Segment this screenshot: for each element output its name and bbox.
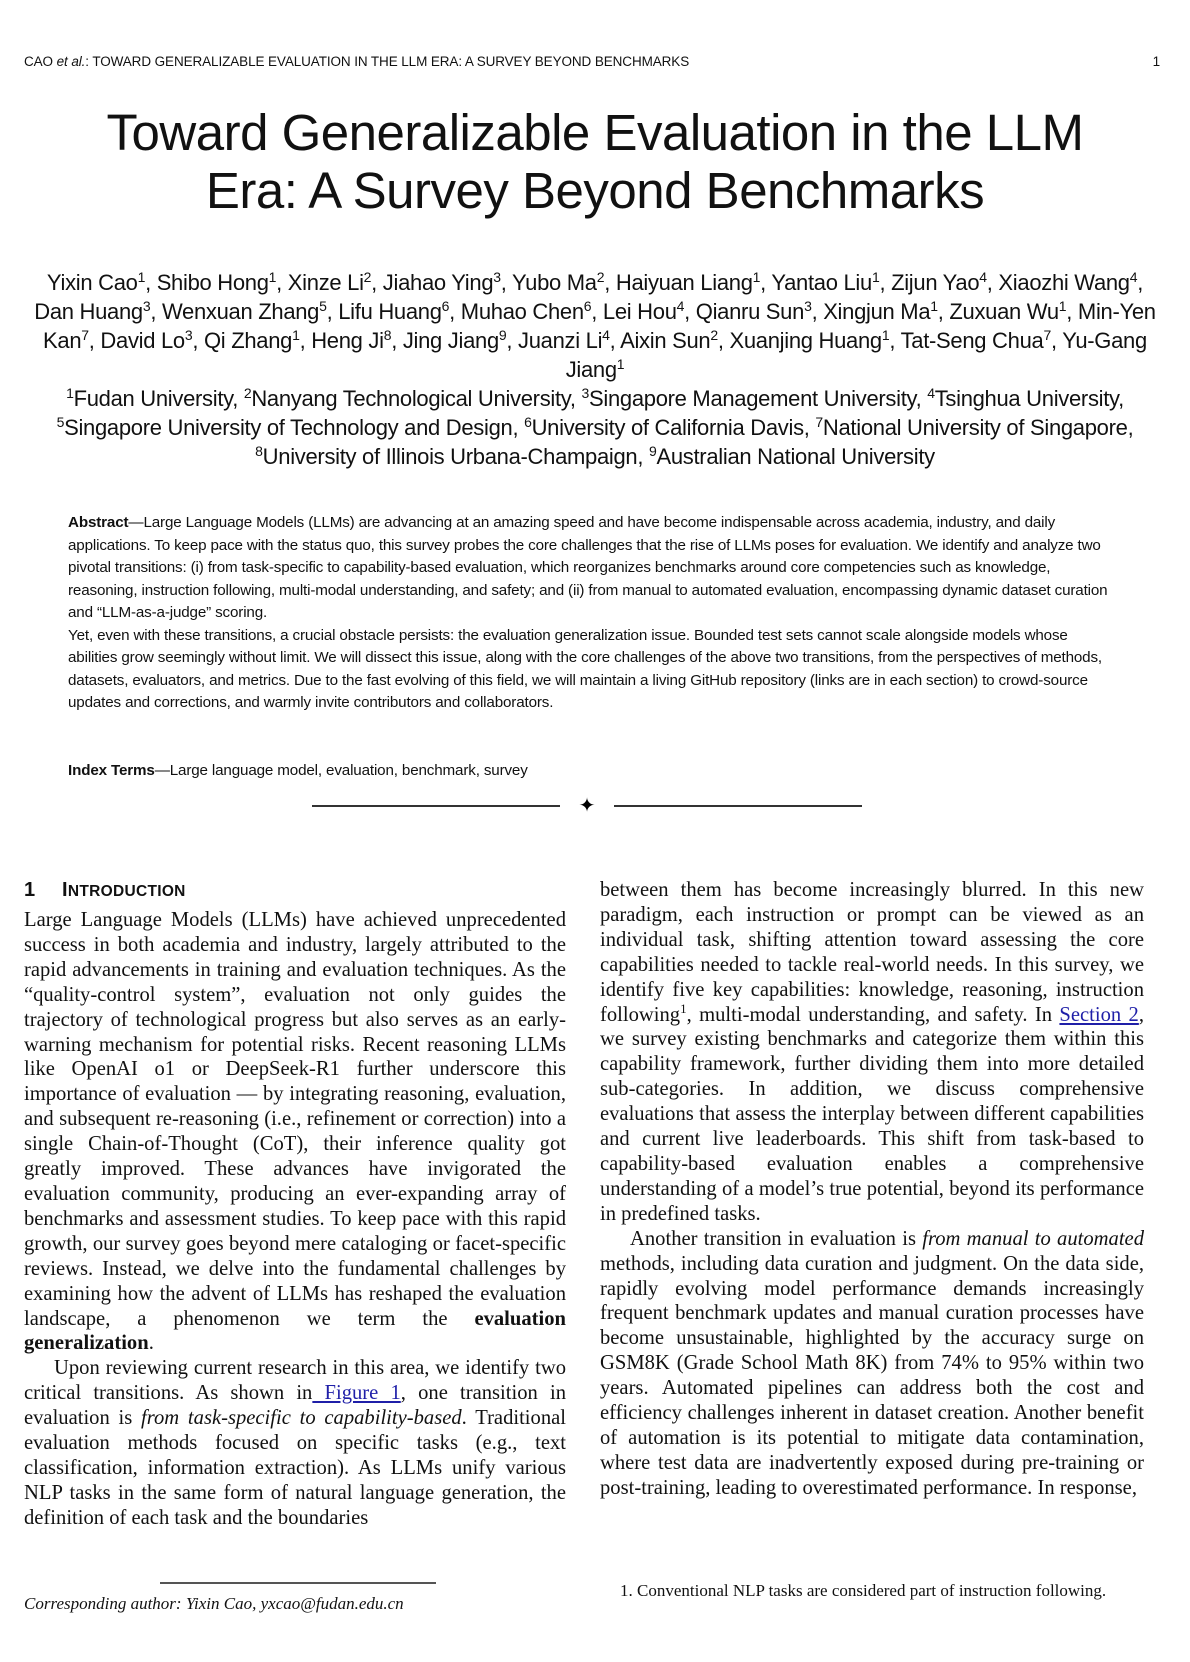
corresponding-author: Corresponding author: Yixin Cao, yxcao@fudan.edu.cn (24, 1594, 404, 1613)
affiliation: $^2$Nanyang Technological University (243, 385, 570, 411)
affiliation-marker: 7 (1043, 327, 1051, 343)
author-name: Shibo Hong$^1$ (156, 269, 277, 295)
author-name: Juanzi Li$^4$ (518, 327, 610, 353)
author-name: Heng Ji$^8$ (311, 327, 392, 353)
affiliation-marker: 7 (81, 327, 89, 343)
affiliation-marker: 4 (602, 327, 610, 343)
author-name: Haiyuan Liang$^1$ (615, 269, 761, 295)
author-name: Qianru Sun$^3$ (695, 298, 812, 324)
affiliation: $^4$Tsinghua University (927, 385, 1119, 411)
intro-paragraph-1: Large Language Models (LLMs) have achieved unprecedented success in both academia and industry, largely attributed to the rapid advancements in training and evaluation techniques. As the “quality-control system”, evaluation not only guides the trajectory of technological progress but also serves as an early-warning mechanism for potential risks. Recent reasoning LLMs like OpenAI o1 or DeepSeek-R1 further underscore this importance of evaluation — by integrating reasoning, evaluation, and subsequent re-reasoning (i.e., refinement or correction) into a single Chain-of-Thought (CoT), their inference quality got greatly improved. These advances have invigorated the evaluation community, producing an ever-expanding array of benchmarks and assessment studies. To keep pace with this rapid growth, our survey goes beyond mere cataloging or facet-specific reviews. Instead, we delve into the fundamental challenges by examining how the advent of LLMs has reshaped the evaluation landscape, a phenomenon we term the evaluation generalization. (24, 909, 566, 1355)
affiliation-marker: 1 (1058, 298, 1067, 314)
author-name: Xuanjing Huang$^1$ (729, 327, 890, 353)
author-name: David Lo$^3$ (100, 327, 193, 353)
affiliation-marker: 3 (804, 298, 812, 314)
running-header (24, 54, 1160, 69)
affiliation: $^8$University of Illinois Urbana-Champaign (255, 443, 638, 469)
abstract (68, 512, 1118, 715)
author-name: Zuxuan Wu$^1$ (949, 298, 1067, 324)
affiliation-marker: 4 (1129, 269, 1138, 285)
affiliation-marker: 2 (596, 269, 605, 285)
affiliation-marker: 1 (752, 269, 761, 285)
bold-term: evaluation generalization (24, 1307, 566, 1355)
affiliation-marker: 4 (979, 269, 987, 285)
affiliation-marker: 1 (930, 298, 938, 314)
author-name: Wenxuan Zhang$^5$ (161, 298, 327, 324)
author-name: Xingjun Ma$^1$ (823, 298, 938, 324)
divider-line-left (312, 805, 560, 807)
intro-paragraph-2: Upon reviewing current research in this area, we identify two critical transitions. As shown in Figure 1, one transition in evaluation is from task-specific to capability-based. Traditional evaluation methods focused on specific tasks (e.g., text classification, information extraction). As LLMs unify various NLP tasks in the same form of natural language generation, the definition of each task and the boundaries (24, 1357, 566, 1529)
author-name: Yubo Ma$^2$ (512, 269, 605, 295)
affiliation-marker: 1 (871, 269, 880, 285)
author-name: Lifu Huang$^6$ (338, 298, 450, 324)
affiliation-marker: 5 (319, 298, 327, 314)
footnote-marker[interactable]: 1 (680, 1000, 687, 1016)
author-name: Dan Huang$^3$ (34, 298, 151, 324)
author-name: Jiahao Ying$^3$ (382, 269, 501, 295)
author-name: Xinze Li$^2$ (287, 269, 372, 295)
author-name: Lei Hou$^4$ (602, 298, 685, 324)
title-line-2: Era: A Survey Beyond Benchmarks (205, 162, 985, 219)
section-divider (312, 796, 862, 816)
abstract-para-1: Abstract—Large Language Models (LLMs) are advancing at an amazing speed and have become indispensable across academia, industry, and daily applications. To keep pace with the status quo, this survey probes the core challenges that the rise of LLMs poses for evaluation. We identify and analyze two pivotal transitions: (i) from task-specific to capability-based evaluation, which reorganizes benchmarks around core competencies such as knowledge, reasoning, instruction following, multi-modal understanding, and safety; and (ii) from manual to automated evaluation, encompassing dynamic dataset curation and “LLM-as-a-judge” scoring. (68, 514, 1108, 621)
author-name: Yu-Gang Jiang$^1$ (565, 328, 1147, 382)
affiliation-marker: 6 (441, 298, 450, 314)
title-line-1: Toward Generalizable Evaluation in the LLM (106, 104, 1084, 161)
running-header-title: CAO et al.: TOWARD GENERALIZABLE EVALUATION IN THE LLM ERA: A SURVEY BEYOND BENCHMARKS (24, 54, 690, 69)
author-name: Aixin Sun$^2$ (620, 327, 718, 353)
affiliation: $^1$Fudan University (66, 385, 233, 411)
affiliation-marker: 1 (881, 327, 890, 343)
footnote-rule (160, 1582, 436, 1584)
body-column-left (24, 878, 566, 1531)
affiliation-marker: 9 (498, 327, 507, 343)
divider-line-right (614, 805, 862, 807)
affiliation: $^3$Singapore Management University (581, 385, 916, 411)
affiliation-marker: 1 (616, 356, 625, 372)
author-name: Qi Zhang$^1$ (203, 327, 300, 353)
author-name: Xiaozhi Wang$^4$ (998, 269, 1138, 295)
affiliation-marker: 3 (184, 327, 193, 343)
footnote-1: 1. Conventional NLP tasks are considered part of instruction following. (620, 1581, 1107, 1600)
affiliation-marker: 6 (583, 298, 592, 314)
affiliation-marker: 8 (383, 327, 392, 343)
intro-paragraph-2-continued: between them has become increasingly blurred. In this new paradigm, each instruction or prompt can be viewed as an individual task, shifting attention toward assessing the core capabilities needed to tackle real-world needs. In this survey, we identify five key capabilities: knowledge, reasoning, instruction following$^1$, multi-modal understanding, and safety. In Section 2, we survey existing benchmarks and categorize them within this capability framework, further dividing them into more detailed sub-categories. In addition, we discuss comprehensive evaluations that assess the interplay between different capabilities and current live leaderboards. This shift from task-based to capability-based evaluation enables a comprehensive understanding of a model’s true potential, beyond its performance in predefined tasks. (600, 879, 1145, 1225)
section-2-link[interactable]: Section 2 (1059, 1003, 1139, 1026)
author-name: Jing Jiang$^9$ (402, 327, 507, 353)
author-name: Min-Yen Kan$^7$ (43, 299, 1156, 353)
affiliation-marker: 1 (268, 269, 277, 285)
figure-1-link[interactable]: Figure 1 (312, 1382, 401, 1405)
affiliation-marker: 3 (493, 269, 501, 285)
affiliation: $^9$Australian National University (648, 443, 935, 469)
affiliation-marker: 1 (137, 269, 146, 285)
author-list: Yixin Cao$^1$, Shibo Hong$^1$, Xinze Li$^2$, Jiahao Ying$^3$, Yubo Ma$^2$, Haiyuan Liang$^1$, Yantao Liu$^1$, Zijun Yao$^4$, Xiaozhi Wang$^4$, Dan Huang$^3$, Wenxuan Zhang$^5$, Lifu Huang$^6$, Muhao Chen$^6$, Lei Hou$^4$, Qianru Sun$^3$, Xingjun Ma$^1$, Zuxuan Wu$^1$, Min-Yen Kan$^7$, David Lo$^3$, Qi Zhang$^1$, Heng Ji$^8$, Jing Jiang$^9$, Juanzi Li$^4$, Aixin Sun$^2$, Xuanjing Huang$^1$, Tat-Seng Chua$^7$, Yu-Gang Jiang$^1$ (34, 269, 1156, 382)
paper-title (0, 104, 1190, 220)
page-number: 1 (1152, 54, 1160, 69)
author-name: Yantao Liu$^1$ (771, 269, 880, 295)
section-heading-introduction: 1 INTRODUCTION (24, 879, 186, 901)
diamond-icon: ✦ (578, 795, 596, 817)
intro-paragraph-3: Another transition in evaluation is from manual to automated methods, including data curation and judgment. On the data side, rapidly evolving model performance demands increasingly frequent benchmark updates and manual curation processes have become unsustainable, highlighted by the accuracy surge on GSM8K (Grade School Math 8K) from 74% to 95% within two years. Automated pipelines can address both the cost and efficiency challenges inherent in dataset creation. Another benefit of automation is its potential to mitigate data contamination, where test data are inadvertently exposed during pre-training or post-training, leading to overestimated performance. In response, (600, 1227, 1144, 1499)
affiliation-marker: 1 (292, 327, 300, 343)
abstract-label: Abstract (68, 514, 129, 531)
author-name: Muhao Chen$^6$ (460, 298, 592, 324)
affiliation-list: $^1$Fudan University, $^2$Nanyang Technological University, $^3$Singapore Management University, $^4$Tsinghua University, $^5$Singapore University of Technology and Design, $^6$University of California Davis, $^7$National University of Singapore, $^8$University of Illinois Urbana-Champaign, $^9$Australian National University (56, 385, 1134, 469)
body-column-right (600, 878, 1144, 1501)
affiliation-marker: 3 (142, 298, 151, 314)
affiliation: $^5$Singapore University of Technology and Design (56, 414, 513, 440)
author-name: Tat-Seng Chua$^7$ (900, 327, 1051, 353)
affiliation-marker: 4 (676, 298, 685, 314)
affiliation-marker: 2 (363, 269, 372, 285)
affiliation: $^6$University of California Davis (524, 414, 804, 440)
index-terms-label: Index Terms (68, 762, 155, 779)
author-name: Yixin Cao$^1$ (46, 269, 146, 295)
affiliation: $^7$National University of Singapore (815, 414, 1128, 440)
abstract-para-2: Yet, even with these transitions, a crucial obstacle persists: the evaluation generalization issue. Bounded test sets cannot scale alongside models whose abilities grow seemingly without limit. We will dissect this issue, along with the core challenges of the above two transitions, from the perspectives of methods, datasets, evaluators, and metrics. Due to the fast evolving of this field, we will maintain a living GitHub repository (links are in each section) to crowd-source updates and corrections, and warmly invite contributors and collaborators. (68, 626, 1102, 711)
index-terms: Index Terms—Large language model, evaluation, benchmark, survey (68, 762, 528, 779)
affiliation-marker: 2 (710, 327, 718, 343)
author-name: Zijun Yao$^4$ (891, 269, 987, 295)
